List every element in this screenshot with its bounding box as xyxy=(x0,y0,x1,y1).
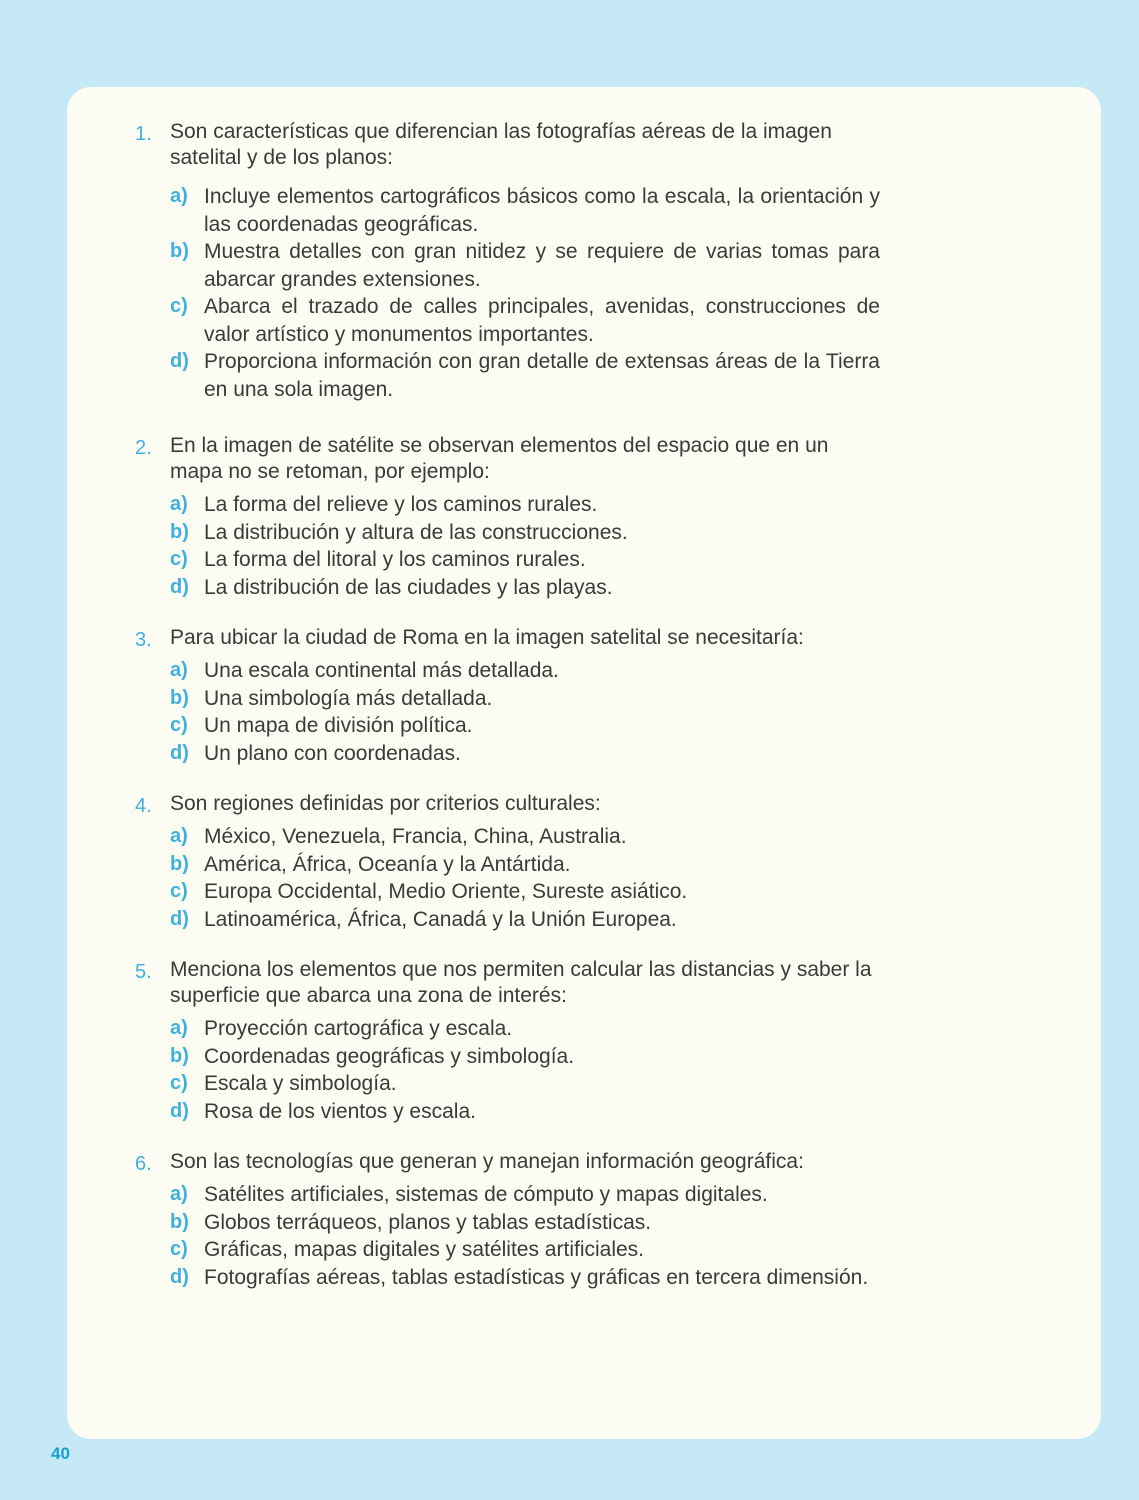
option-text: La forma del relieve y los caminos rurales. xyxy=(204,493,598,516)
answer-option xyxy=(170,1070,880,1098)
option-letter: c) xyxy=(170,1072,188,1094)
option-text: Un mapa de división política. xyxy=(204,714,473,737)
answer-option xyxy=(170,657,880,685)
answer-option xyxy=(170,1236,880,1264)
question-body xyxy=(170,433,880,601)
option-letter: a) xyxy=(170,1183,188,1205)
answer-options xyxy=(170,491,880,601)
option-text: Coordenadas geográficas y simbología. xyxy=(204,1044,575,1068)
option-letter: d) xyxy=(170,907,189,930)
answer-options xyxy=(170,657,880,767)
question-item xyxy=(135,791,880,933)
question-text: Para ubicar la ciudad de Roma en la imagen satelital se necesitaría: xyxy=(170,626,804,649)
answer-option xyxy=(170,1043,880,1071)
question-body xyxy=(170,1149,880,1291)
answer-option xyxy=(170,546,880,574)
option-text: Muestra detalles con gran nitidez y se requiere de varias tomas para abarcar grandes extensiones. xyxy=(204,240,880,291)
option-letter: c) xyxy=(170,880,188,902)
question-item xyxy=(135,957,880,1125)
answer-option xyxy=(170,1264,880,1292)
option-letter: a) xyxy=(170,185,188,207)
question-text: Son regiones definidas por criterios culturales: xyxy=(170,792,601,815)
answer-option xyxy=(170,712,880,740)
option-text: Fotografías aéreas, tablas estadísticas y gráficas en tercera dimensión. xyxy=(204,1265,869,1289)
question-item xyxy=(135,119,880,403)
answer-option xyxy=(170,740,880,768)
option-letter: c) xyxy=(170,548,188,570)
option-text: Incluye elementos cartográficos básicos como la escala, la orientación y las coordenadas geográficas. xyxy=(204,185,880,236)
question-text: Son las tecnologías que generan y manejan información geográfica: xyxy=(170,1150,804,1173)
answer-option xyxy=(170,823,880,851)
option-letter: c) xyxy=(170,1238,188,1260)
option-text: Una escala continental más detallada. xyxy=(204,659,559,682)
option-text: La forma del litoral y los caminos rurales. xyxy=(204,548,586,571)
answer-option xyxy=(170,1098,880,1126)
option-letter: a) xyxy=(170,1017,188,1039)
option-text: La distribución y altura de las construcciones. xyxy=(204,520,628,544)
option-letter: a) xyxy=(170,493,188,515)
option-letter: c) xyxy=(170,714,188,736)
answer-option xyxy=(170,685,880,713)
question-number: 6. xyxy=(135,1153,152,1175)
answer-option xyxy=(170,183,880,238)
content-card xyxy=(67,87,1101,1439)
answer-options xyxy=(170,1181,880,1291)
option-letter: d) xyxy=(170,1265,189,1288)
answer-option xyxy=(170,519,880,547)
question-number: 1. xyxy=(135,123,152,145)
answer-option xyxy=(170,1015,880,1043)
option-letter: c) xyxy=(170,295,188,317)
question-body xyxy=(170,957,880,1125)
option-letter: b) xyxy=(170,1044,189,1067)
option-text: América, África, Oceanía y la Antártida. xyxy=(204,852,571,876)
answer-option xyxy=(170,1209,880,1237)
question-list xyxy=(135,119,880,1315)
question-number: 3. xyxy=(135,629,152,651)
answer-option xyxy=(170,491,880,519)
option-letter: b) xyxy=(170,240,189,262)
option-letter: a) xyxy=(170,659,188,681)
option-letter: d) xyxy=(170,575,189,598)
question-text: Menciona los elementos que nos permiten calcular las distancias y saber la superficie que abarca una zona de interés: xyxy=(170,958,872,1007)
question-text: En la imagen de satélite se observan elementos del espacio que en un mapa no se retoman, por ejemplo: xyxy=(170,434,829,483)
option-text: Gráficas, mapas digitales y satélites artificiales. xyxy=(204,1238,645,1261)
question-item xyxy=(135,433,880,601)
option-text: La distribución de las ciudades y las playas. xyxy=(204,575,613,599)
answer-option xyxy=(170,878,880,906)
option-text: Una simbología más detallada. xyxy=(204,686,493,710)
option-text: Proyección cartográfica y escala. xyxy=(204,1017,513,1040)
option-text: Abarca el trazado de calles principales, avenidas, construcciones de valor artístico y monumentos importantes. xyxy=(204,295,880,346)
option-letter: d) xyxy=(170,350,189,372)
option-letter: d) xyxy=(170,741,189,764)
option-text: Un plano con coordenadas. xyxy=(204,741,461,765)
option-letter: d) xyxy=(170,1099,189,1122)
answer-options xyxy=(170,823,880,933)
question-number: 2. xyxy=(135,437,152,459)
question-body xyxy=(170,119,880,403)
answer-option xyxy=(170,851,880,879)
question-body xyxy=(170,625,880,767)
option-letter: b) xyxy=(170,686,189,709)
option-text: Europa Occidental, Medio Oriente, Sureste asiático. xyxy=(204,880,688,903)
page-number: 40 xyxy=(51,1444,70,1463)
option-text: Proporciona información con gran detalle de extensas áreas de la Tierra en una sola imagen. xyxy=(204,350,880,401)
option-text: México, Venezuela, Francia, China, Australia. xyxy=(204,825,627,848)
option-letter: b) xyxy=(170,1210,189,1233)
answer-options xyxy=(170,183,880,403)
option-letter: b) xyxy=(170,520,189,543)
answer-option xyxy=(170,238,880,293)
answer-option xyxy=(170,906,880,934)
question-item xyxy=(135,1149,880,1291)
question-number: 5. xyxy=(135,961,152,983)
option-letter: b) xyxy=(170,852,189,875)
answer-options xyxy=(170,1015,880,1125)
option-text: Satélites artificiales, sistemas de cómputo y mapas digitales. xyxy=(204,1183,768,1206)
answer-option xyxy=(170,293,880,348)
answer-option xyxy=(170,574,880,602)
question-number: 4. xyxy=(135,795,152,817)
option-text: Escala y simbología. xyxy=(204,1072,397,1095)
option-letter: a) xyxy=(170,825,188,847)
answer-option xyxy=(170,1181,880,1209)
question-text: Son características que diferencian las fotografías aéreas de la imagen satelital y de los planos: xyxy=(170,120,832,169)
question-item xyxy=(135,625,880,767)
answer-option xyxy=(170,348,880,403)
option-text: Rosa de los vientos y escala. xyxy=(204,1099,476,1123)
option-text: Latinoamérica, África, Canadá y la Unión Europea. xyxy=(204,907,677,931)
question-body xyxy=(170,791,880,933)
option-text: Globos terráqueos, planos y tablas estadísticas. xyxy=(204,1210,652,1234)
